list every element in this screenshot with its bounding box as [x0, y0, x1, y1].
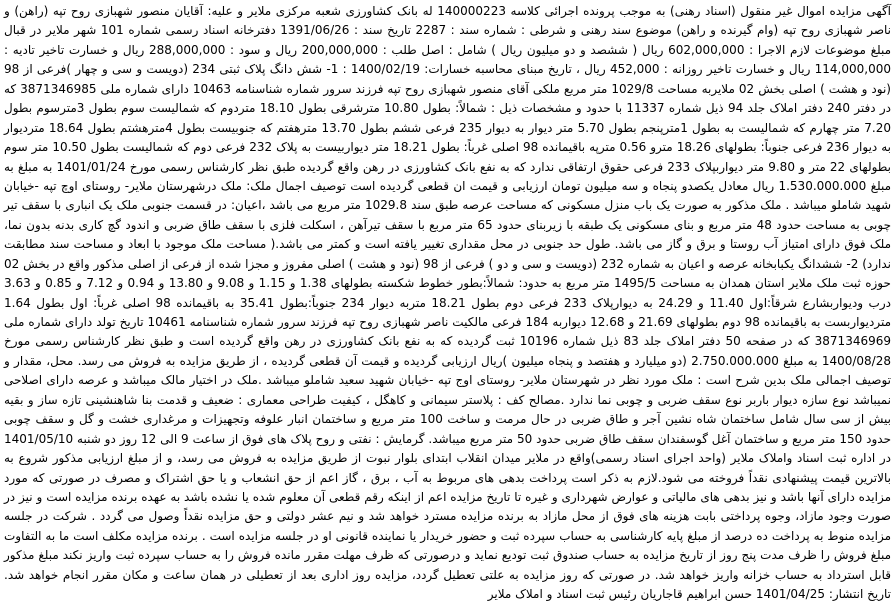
auction-notice-text: آگهی مزایده اموال غیر منقول (اسناد رهنی) به موجب پرونده اجرائی کلاسه 140000223 له بانک کشاورزی شعبه مرکزی ملایر و علیه: آقایان منصور شهبازی روح تپه (راهن) و ناصر شهبازی روح تپه (وام گیرنده و راهن) موضوع سند رهنی و شرطی : شماره سند : 2287 تاریخ سند : 1391/06/26 دفترخانه اسناد رسمی شماره 101 شهر ملایر در قبال مبلغ موضوعات لازم الاجرا : 602,000,000 ریال ( ششصد و دو میلیون ریال ) شامل : اصل طلب : 200,000,000 ریال و سود : 288,000,000 ریال و خسارت تاخیر تادیه : 114,000,000 ریال و خسارت تاخیر روزانه : 452,000 ریال ، تاریخ مبنای محاسبه خسارات: 1400/02/19 : 1- شش دانگ پلاک ثبتی 234 (دویست و سی و چهار )فرعی از 98 (نود و هشت ) اصلی بخش 02 ملایربه مساحت 1029/8 متر مربع ملکی آقای منصور شهبازی روح تپه فرزند سرور شماره شناسنامه 10463 دارای شماره ملی 3871346985 که در دفتر 240 دفتر املاک جلد 94 ذیل شماره 11337 با حدود و مشخصات ذیل : شمالاً: بطول 10.80 مترشرقی بطول 18.10 متردوم که شمالیست سوم بطول 3مترسوم بطول 7.20 متر چهارم که شمالیست به بطول 1مترپنجم بطول 5.70 متر دیوار به دیوار 235 فرعی ششم بطول 13.70 مترهفتم که جنوبیست بطول 4مترهشتم بطول 18.64 متردیوار به دیوار 236 فرعی جنوباً: بطولهای 18.26 مترو 0.56 مترپه باقیمانده 98 اصلی غرباً: بطول 18.21 متر دیواربیست به پلاک 232 فرعی دوم که شمالیست بطول 10.50 متر سوم بطولهای 22 متر و 9.80 متر دیواربپلاک 233 فرعی حقوق ارتفاقی ندارد که به نفع بانک کشاورزی در رهن واقع گردیده طبق نظر کارشناس رسمی مورخ 1401/01/24 به مبلغ به مبلغ 1.530.000.000 ریال معادل یکصدو پنجاه و سه میلیون تومان ارزیابی و قیمت ان قطعی گردیده است توصیف اجمال ملک: ملک درشهرستان ملایر- روستای اوچ تپه -خیابان شهید شاملو میباشد . ملک مذکور به صورت یک باب منزل مسکونی که مساحت عرصه طبق سند 1029.8 متر مربع می باشد ،اعیان: در قسمت جنوبی ملک یک انباری با سقف تیر چوبی به مساحت حدود 48 متر مربع و بنای مسکونی یک طبقه با زیربنای حدود 65 متر مربع با سقف تیرآهن ، اسکلت فلزی با سقف طاق ضربی و اندود گچ کاری بدنه بدون نما، ملک فوق دارای امتیاز آب روستا و برق و گاز می باشد. طول حد جنوبی در محل مقداری تغییر یافته است و کمتر می باشد.( مساحت ملک موجود با ابعاد و مساحت سند مطابقت ندارد) 2- ششدانگ یکبابخانه عرصه و اعیان به شماره 232 (دویست و سی و دو ) فرعی از 98 (نود و هشت ) اصلی مفروز و مجزا شده از فرعی از اصلی مذکور واقع در بخش 02 حوزه ثبت ملک ملایر استان همدان به مساحت 1495/5 متر مربع به حدود: شمالاً:بطور خطوط شکسته بطولهای 1.38 و 1.15 و 9.08 و 13.80 و 0.94 و 7.12 و 0.85 و 3.63 درب وديواربشارع شرقاً:اول 11.40 و 24.29 به دیوارپلاک 233 فرعی دوم بطول 18.21 متربه دیوار 234 جنوباً:بطول 35.41 به باقیمانده 98 اصلی غرباً: اول بطول 1.64 متردیواربست به باقیمانده 98 دوم بطولهای 21.69 و 12.68 دیواربه 184 فرعی مالکیت ناصر شهبازی روح تپه فرزند سرور شماره شناسنامه 10461 تاریخ تولد دارای شماره ملی 3871346969 که در صفحه 50 دفتر املاک جلد 83 ذیل شماره 10196 ثبت گردیده که به نفع بانک کشاورزی در رهن واقع گردیده است و طبق نظر کارشناس رسمی مورخ 1400/08/28 به مبلغ 2.750.000.000 (دو میلیارد و هفتصد و پنجاه میلیون )ریال ارزیابی گردیده و قیمت آن قطعی گردیده ، از طریق مزایده به فروش می رسد. محل، مقدار و توصیف اجمالی ملک بدین شرح است : ملک مورد نظر در شهرستان ملایر- روستای اوج تپه -خیابان شهید سعید شاملو میباشد .ملک در اختیار مالک میباشد و عرصه دارای اصلاحی نمیباشد نوع سازه دیوار باربر نوع سقف ضربی و چوبی نما ندارد .مصالح کف : پلاستر سیمانی و کاهگل ، کیفیت طراحی معماری : ضعیف و قدمت بنا شاهنشینی تازه ساز و بقیه بیش از سی سال شامل ساختمان شاه نشین آجر و طاق ضربی در حال مرمت و ساخت 100 متر مربع و ساختمان انبار علوفه وتجهیزات و مرغداری خشت و گل و سقف چوبی حدود 150 متر مربع و ساختمان آغل گوسفندان سقف طاق ضربی حدود 50 متر مربع میباشد. گرمایش : نفتی و روح پلاک های فوق از ساعت 9 الی 12 روز دو شنبه 1401/05/10 در اداره ثبت اسناد واملاک ملایر (واحد اجرای اسناد رسمی)واقع در ملایر میدان انقلاب ابتدای بلوار نبوت از طریق مزایده به فروش می رسد، و از مبلغ ارزیابی مذکور شروع به بالاترین قیمت پیشنهادی نقداً فروخته می شود.لازم به ذکر است پرداخت بدهی های مربوط به آب ، برق ، گاز اعم از حق انشعاب و یا حق اشتراک و مصرف در صورتی که مورد مزایده دارای آنها باشد و نیز بدهی های مالیاتی و عوارض شهرداری و غیره تا تاریخ مزایده اعم از اینکه رقم قطعی آن معلوم شده یا نشده باشد به عهده برنده مزایده است و نیز در صورت وجود مازاد، وجوه پرداختی بابت هزینه های فوق از محل مازاد به برنده مزایده مسترد خواهد شد و نیم عشر دولتی و حق مزایده نقداً وصول می گردد . شرکت در جلسه مزایده منوط به پرداخت ده درصد از مبلغ پایه کارشناسی به حساب سپرده ثبت و حضور خریدار یا نماینده قانونی او در جلسه مزایده است . برنده مزایده مکلف است ما به التفاوت مبلغ فروش را ظرف مدت پنج روز از تاریخ مزایده به حساب صندوق ثبت تودیع نماید و درصورتی که ظرف مهلت مقرر مانده فروش را به حساب سپرده ثبت واریز نکند مبلغ مذکور قابل استرداد به حساب خزانه واریز خواهد شد. در صورتی که روز مزایده به علتی تعطیل گردد، مزایده روز اداری بعد از تعطیلی در همان ساعت و مکان مقرر انجام خواهد شد. تاریخ انتشار: 1401/04/25 حسن ابراهیم قاجاریان رئیس ثبت اسناد و املاک ملایر — [4, 4, 892, 602]
